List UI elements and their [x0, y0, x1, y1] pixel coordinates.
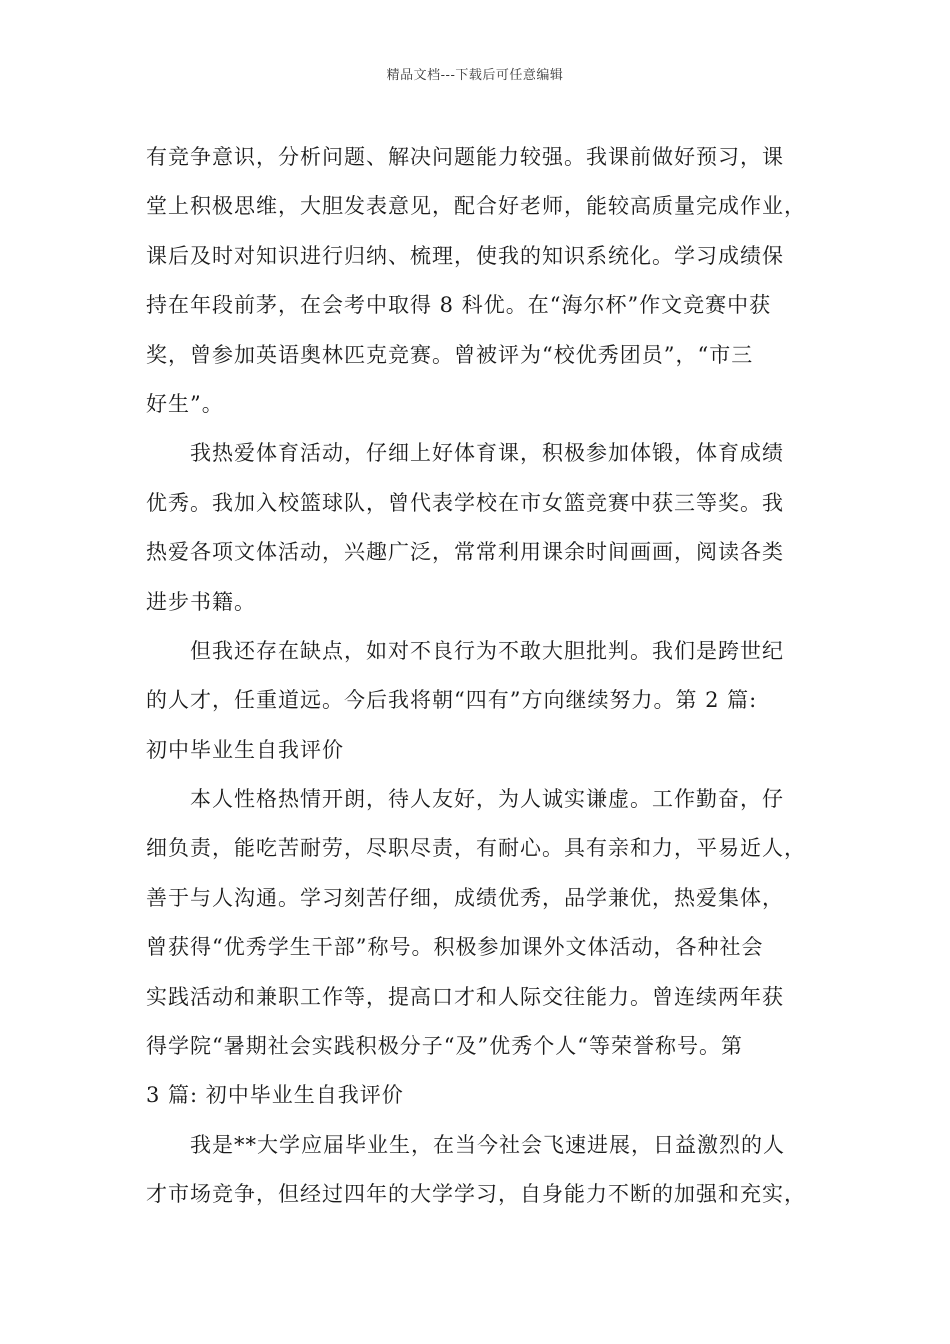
text-line: 本人性格热情开朗，待人友好，为人诚实谦虚。工作勤奋，仔: [146, 787, 784, 812]
document-body: [146, 133, 826, 1220]
text-line: 善于与人沟通。学习刻苦仔细，成绩优秀，品学兼优，热爱集体，: [146, 885, 784, 910]
text-line: 实践活动和兼职工作等，提高口才和人际交往能力。曾连续两年获: [146, 984, 784, 1009]
text-line: 的人才，任重道远。今后我将朝“四有”方向继续努力。第 2 篇:: [146, 688, 758, 713]
text-line: 但我还存在缺点，如对不良行为不敢大胆批判。我们是跨世纪: [146, 638, 784, 663]
text-line: 有竞争意识，分析问题、解决问题能力较强。我课前做好预习，课: [146, 145, 784, 169]
text-line: 3 篇: 初中毕业生自我评价: [146, 1083, 404, 1108]
text-line: 细负责，能吃苦耐劳，尽职尽责，有耐心。具有亲和力，平易近人，: [146, 836, 806, 861]
page-header: 精品文档---下载后可任意编辑: [386, 68, 564, 83]
text-line: 才市场竞争，但经过四年的大学学习，自身能力不断的加强和充实，: [146, 1182, 806, 1207]
text-line: 曾获得“优秀学生干部”称号。积极参加课外文体活动，各种社会: [146, 935, 764, 960]
text-line: 奖，曾参加英语奥林匹克竞赛。曾被评为“校优秀团员”，“市三: [146, 342, 754, 367]
text-line: 我热爱体育活动，仔细上好体育课，积极参加体锻，体育成绩: [146, 441, 784, 466]
text-line: 初中毕业生自我评价: [146, 737, 344, 762]
text-line: 堂上积极思维，大胆发表意见，配合好老师，能较高质量完成作业，: [146, 194, 806, 219]
text-line: 我是**大学应届毕业生，在当今社会飞速进展，日益激烈的人: [146, 1132, 785, 1157]
text-line: 得学院“暑期社会实践积极分子“及”优秀个人“等荣誉称号。第: [146, 1034, 743, 1059]
text-line: 课后及时对知识进行归纳、梳理，使我的知识系统化。学习成绩保: [146, 243, 784, 268]
text-line: 好生”。: [146, 391, 224, 416]
text-line: 进步书籍。: [146, 589, 256, 614]
text-line: 持在年段前茅，在会考中取得 8 科优。在“海尔杯”作文竞赛中获: [146, 293, 772, 318]
text-line: 热爱各项文体活动，兴趣广泛，常常利用课余时间画画，阅读各类: [146, 540, 784, 565]
text-line: 优秀。我加入校篮球队，曾代表学校在市女篮竞赛中获三等奖。我: [146, 490, 784, 515]
